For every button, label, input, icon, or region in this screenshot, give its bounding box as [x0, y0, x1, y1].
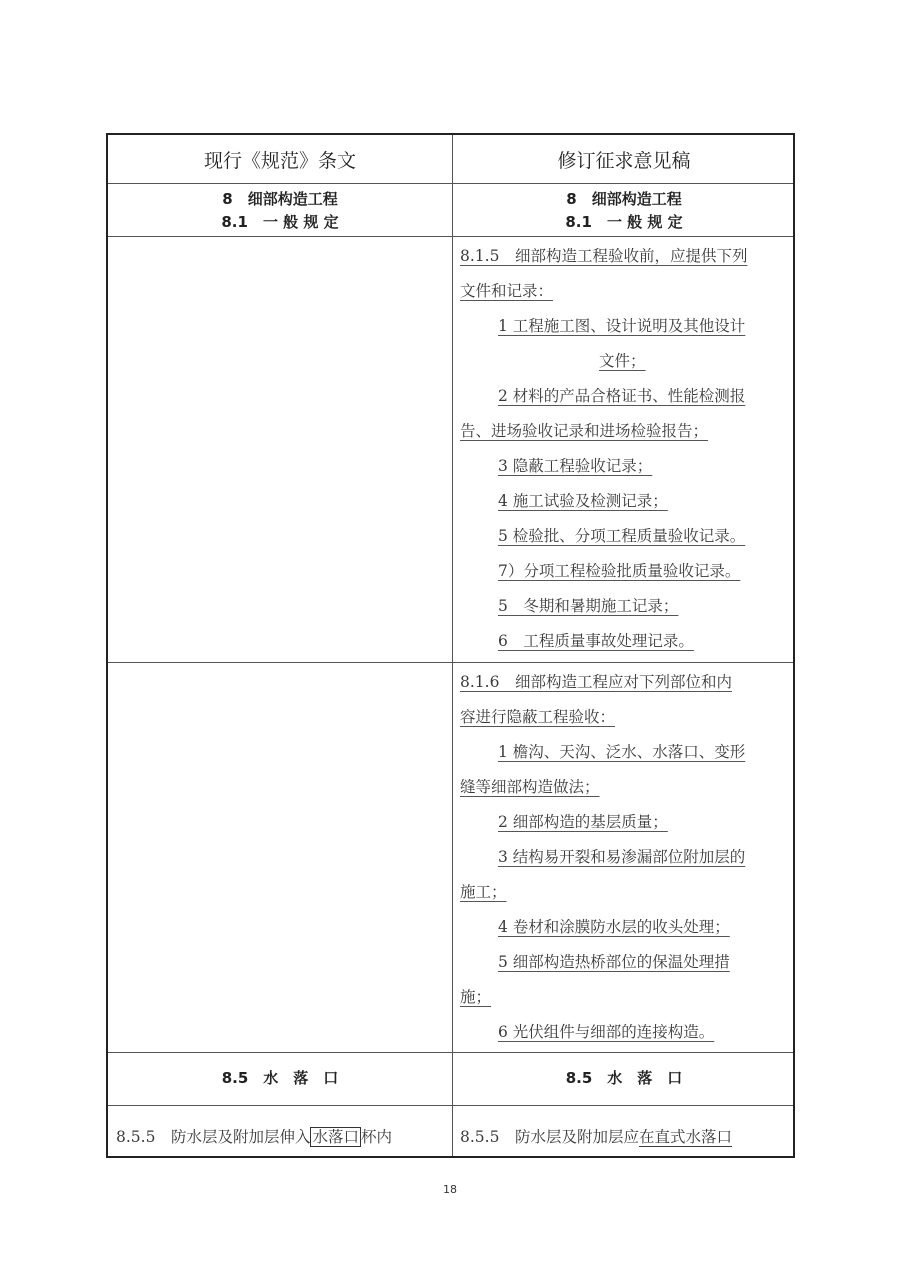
revised-text: 在直式水落口 — [638, 1128, 732, 1146]
clause-line: 文件和记录： — [460, 282, 554, 300]
row-divider — [108, 183, 793, 184]
clause-line: 容进行隐蔽工程验收： — [460, 708, 616, 726]
clause-8-5-5-right — [460, 1127, 732, 1147]
clause-line: 3 隐蔽工程验收记录； — [498, 457, 653, 475]
column-divider — [452, 135, 453, 1156]
clause-8-1-6 — [458, 662, 795, 1052]
clause-line: 2 材料的产品合格证书、性能检测报 — [498, 387, 746, 405]
clause-line: 7）分项工程检验批质量验收记录。 — [498, 562, 741, 580]
clause-line: 4 施工试验及检测记录； — [498, 492, 668, 510]
boxed-term: 水落口 — [312, 1128, 359, 1146]
section-8-5-right: 8.5 水 落 口 — [565, 1069, 683, 1087]
header-right: 修订征求意见稿 — [557, 149, 691, 172]
clause-line: 5 细部构造热桥部位的保温处理措 — [498, 953, 730, 971]
clause-line: 5 冬期和暑期施工记录； — [498, 597, 679, 615]
clause-line: 8.1.5 细部构造工程验收前，应提供下列 — [460, 247, 748, 265]
header-left: 现行《规范》条文 — [203, 149, 356, 172]
clause-text: 8.5.5 防水层及附加层应 — [460, 1128, 639, 1146]
clause-line: 8.1.6 细部构造工程应对下列部位和内 — [460, 673, 732, 691]
subsection-title: 8.1 一 般 规 定 — [221, 213, 339, 231]
row-divider — [108, 1105, 793, 1106]
clause-text: 8.5.5 防水层及附加层伸入 — [116, 1128, 311, 1146]
clause-line: 6 光伏组件与细部的连接构造。 — [498, 1023, 715, 1041]
section-heading-left — [108, 188, 452, 234]
section-8-5-left: 8.5 水 落 口 — [221, 1069, 339, 1087]
clause-line: 施； — [460, 988, 492, 1006]
clause-line: 6 工程质量事故处理记录。 — [498, 632, 694, 650]
chapter-title: 8 细部构造工程 — [222, 190, 338, 208]
clause-line: 4 卷材和涂膜防水层的收头处理； — [498, 918, 730, 936]
chapter-title: 8 细部构造工程 — [566, 190, 682, 208]
clause-text: 杯内 — [360, 1128, 392, 1146]
clause-line: 1 檐沟、天沟、泛水、水落口、变形 — [498, 743, 746, 761]
clause-line: 施工； — [460, 883, 507, 901]
clause-line: 告、进场验收记录和进场检验报告； — [460, 422, 709, 440]
clause-line: 3 结构易开裂和易渗漏部位附加层的 — [498, 848, 746, 866]
clause-line: 5 检验批、分项工程质量验收记录。 — [498, 527, 746, 545]
subsection-title: 8.1 一 般 规 定 — [565, 213, 683, 231]
clause-line: 文件； — [599, 352, 646, 370]
page-number: 18 — [443, 1183, 457, 1196]
clause-line: 缝等细部构造做法； — [460, 778, 600, 796]
comparison-table — [106, 133, 795, 1158]
clause-8-5-5-left — [116, 1127, 392, 1147]
clause-line: 2 细部构造的基层质量； — [498, 813, 668, 831]
section-heading-right — [453, 188, 795, 234]
clause-line: 1 工程施工图、设计说明及其他设计 — [498, 317, 746, 335]
clause-8-1-5 — [458, 236, 795, 662]
